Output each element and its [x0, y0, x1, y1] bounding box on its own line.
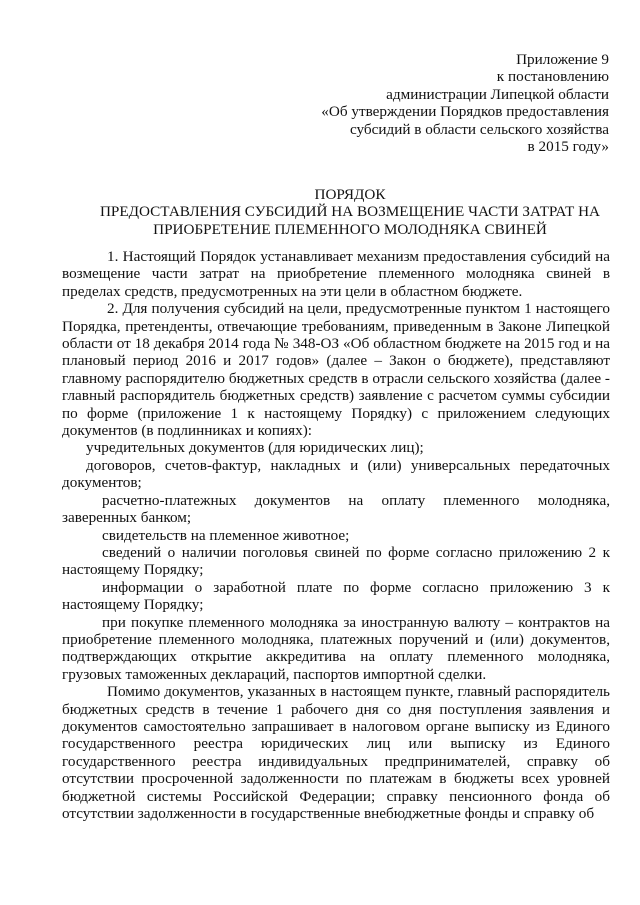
list-item: сведений о наличии поголовья свиней по форме согласно приложению 2 к настоящему Порядку;	[62, 543, 610, 579]
header-line: Приложение 9	[516, 51, 609, 68]
paragraph-1: 1. Настоящий Порядок устанавливает механизм предоставления субсидий на возмещение части затрат на приобретение племенного молодняка свиней в пределах средств, предусмотренных на эти цели в областном бюджете.	[62, 248, 610, 300]
header-line: «Об утверждении Порядков предоставления	[321, 103, 609, 121]
header-line: администрации Липецкой области	[386, 85, 609, 103]
title-line: ПОРЯДОК	[314, 186, 386, 203]
list-item: информации о заработной плате по форме согласно приложению 3 к настоящему Порядку;	[62, 578, 610, 614]
list-item: расчетно-платежных документов на оплату племенного молодняка, заверенных банком;	[62, 491, 610, 527]
list-item: свидетельств на племенное животное;	[102, 526, 350, 544]
document-body	[62, 248, 610, 822]
header-line: к постановлению	[496, 68, 609, 86]
appendix-header	[321, 51, 609, 155]
header-line: субсидий в области сельского хозяйства	[349, 120, 609, 138]
list-item: учредительных документов (для юридических лиц);	[86, 439, 424, 457]
paragraph-additional: Помимо документов, указанных в настоящем пункте, главный распорядитель бюджетных средств в течение 1 рабочего дня со дня поступления заявления и документов самостоятельно запрашивает в налоговом органе выписку из Единого государственного реестра юридических лиц или выписку из Единого государственного реестра индивидуальных предпринимателей, справку об отсутствии просроченной задолженности по платежам в бюджеты всех уровней бюджетной системы Российской Федерации; справку пенсионного фонда об отсутствии задолженности в государственные внебюджетные фонды и справку об	[62, 683, 610, 822]
header-line: в 2015 году»	[527, 138, 609, 156]
paragraph-2: 2. Для получения субсидий на цели, предусмотренные пунктом 1 настоящего Порядка, претенденты, отвечающие требованиям, приведенным в Законе Липецкой области от 18 декабря 2014 года № 348-ОЗ «Об областном бюджете на 2015 год и на плановый период 2016 и 2017 годов» (далее – Закон о бюджете), представляют главному распорядителю бюджетных средств в отрасли сельского хозяйства (далее - главный распорядитель бюджетных средств) заявление с расчетом суммы субсидии по форме (приложение 1 к настоящему Порядку) с приложением следующих документов (в подлинниках и копиях):	[62, 300, 610, 440]
list-item: договоров, счетов-фактур, накладных и (или) универсальных передаточных документов;	[62, 456, 610, 492]
title-line: ПРЕДОСТАВЛЕНИЯ СУБСИДИЙ НА ВОЗМЕЩЕНИЕ ЧАСТИ ЗАТРАТ НА	[99, 203, 601, 221]
document-title	[60, 186, 640, 238]
list-item: при покупке племенного молодняка за иностранную валюту – контрактов на приобретение племенного молодняка, платежных поручений и (или) документов, подтверждающих открытие аккредитива на оплату племенного молодняка, грузовых таможенных деклараций, паспортов импортной сделки.	[62, 613, 610, 683]
title-line: ПРИОБРЕТЕНИЕ ПЛЕМЕННОГО МОЛОДНЯКА СВИНЕЙ	[153, 220, 547, 238]
